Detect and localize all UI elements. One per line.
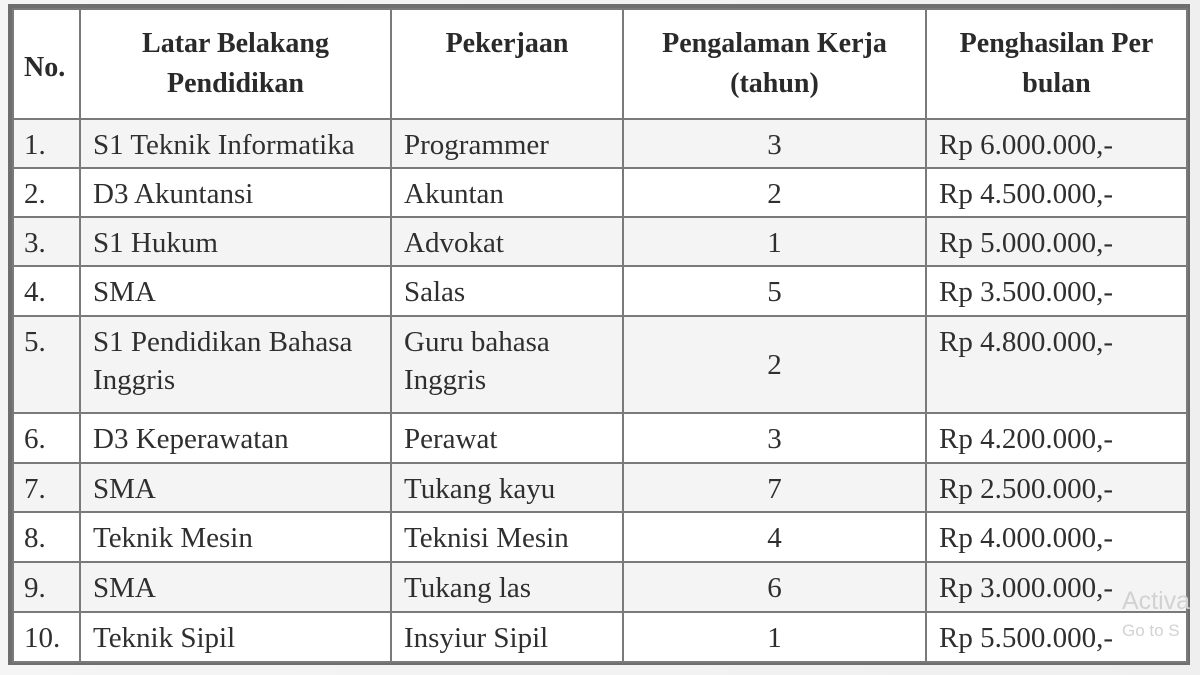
cell-education: Teknik Sipil [80,612,391,662]
cell-experience: 5 [623,266,926,316]
header-education-line1: Latar Belakang [142,28,329,59]
cell-experience: 2 [623,168,926,217]
cell-experience: 3 [623,119,926,168]
header-no-label: No. [24,52,66,83]
cell-income: Rp 4.200.000,- [926,413,1187,463]
cell-job: Insyiur Sipil [391,612,623,662]
header-experience-line2: (tahun) [730,68,819,99]
cell-experience: 4 [623,512,926,562]
cell-job: Salas [391,266,623,316]
cell-no: 7. [13,463,80,512]
header-education-line2: Pendidikan [167,68,304,99]
cell-income: Rp 4.000.000,- [926,512,1187,562]
header-experience-line1: Pengalaman Kerja [662,28,887,59]
cell-no: 6. [13,413,80,463]
data-table-frame [8,4,1190,665]
cell-education: SMA [80,463,391,512]
cell-income: Rp 5.000.000,- [926,217,1187,266]
cell-income: Rp 3.000.000,- [926,562,1187,612]
cell-education: D3 Akuntansi [80,168,391,217]
cell-income: Rp 3.500.000,- [926,266,1187,316]
cell-education: S1 Hukum [80,217,391,266]
cell-job: Programmer [391,119,623,168]
cell-no: 4. [13,266,80,316]
cell-no: 5. [13,316,80,413]
cell-education: S1 Teknik Informatika [80,119,391,168]
cell-experience: 6 [623,562,926,612]
cell-no: 9. [13,562,80,612]
cell-job: Guru bahasa Inggris [391,316,623,413]
table-row [13,562,1187,612]
cell-job: Tukang kayu [391,463,623,512]
table-row [13,463,1187,512]
cell-education: Teknik Mesin [80,512,391,562]
cell-education: S1 Pendidikan Bahasa Inggris [80,316,391,413]
cell-income: Rp 5.500.000,- [926,612,1187,662]
table-row [13,119,1187,168]
cell-education: SMA [80,266,391,316]
cell-income: Rp 4.800.000,- [926,316,1187,413]
table-row [13,217,1187,266]
data-table [12,8,1188,663]
table-row [13,168,1187,217]
cell-job: Teknisi Mesin [391,512,623,562]
cell-job: Advokat [391,217,623,266]
table-header-row [13,9,1187,119]
cell-job: Perawat [391,413,623,463]
cell-no: 8. [13,512,80,562]
cell-income: Rp 2.500.000,- [926,463,1187,512]
header-job-label: Pekerjaan [445,28,569,59]
cell-no: 2. [13,168,80,217]
cell-job: Tukang las [391,562,623,612]
cell-no: 3. [13,217,80,266]
cell-education: SMA [80,562,391,612]
cell-job: Akuntan [391,168,623,217]
cell-experience: 7 [623,463,926,512]
cell-experience: 1 [623,217,926,266]
cell-experience: 2 [623,316,926,413]
header-education [80,9,391,119]
cell-no: 10. [13,612,80,662]
table-row [13,612,1187,662]
header-income [926,9,1187,119]
cell-education: D3 Keperawatan [80,413,391,463]
header-income-line1: Penghasilan Per [959,28,1154,59]
watermark-line2: Go to S [1122,621,1180,640]
cell-experience: 1 [623,612,926,662]
cell-income: Rp 6.000.000,- [926,119,1187,168]
cell-no: 1. [13,119,80,168]
header-experience [623,9,926,119]
cell-income: Rp 4.500.000,- [926,168,1187,217]
header-job [391,9,623,119]
table-row [13,512,1187,562]
cell-experience: 3 [623,413,926,463]
header-income-line2: bulan [1022,68,1091,99]
header-no [13,9,80,119]
table-row [13,316,1187,413]
table-row [13,413,1187,463]
table-row [13,266,1187,316]
watermark-line1: Activa [1122,587,1191,615]
